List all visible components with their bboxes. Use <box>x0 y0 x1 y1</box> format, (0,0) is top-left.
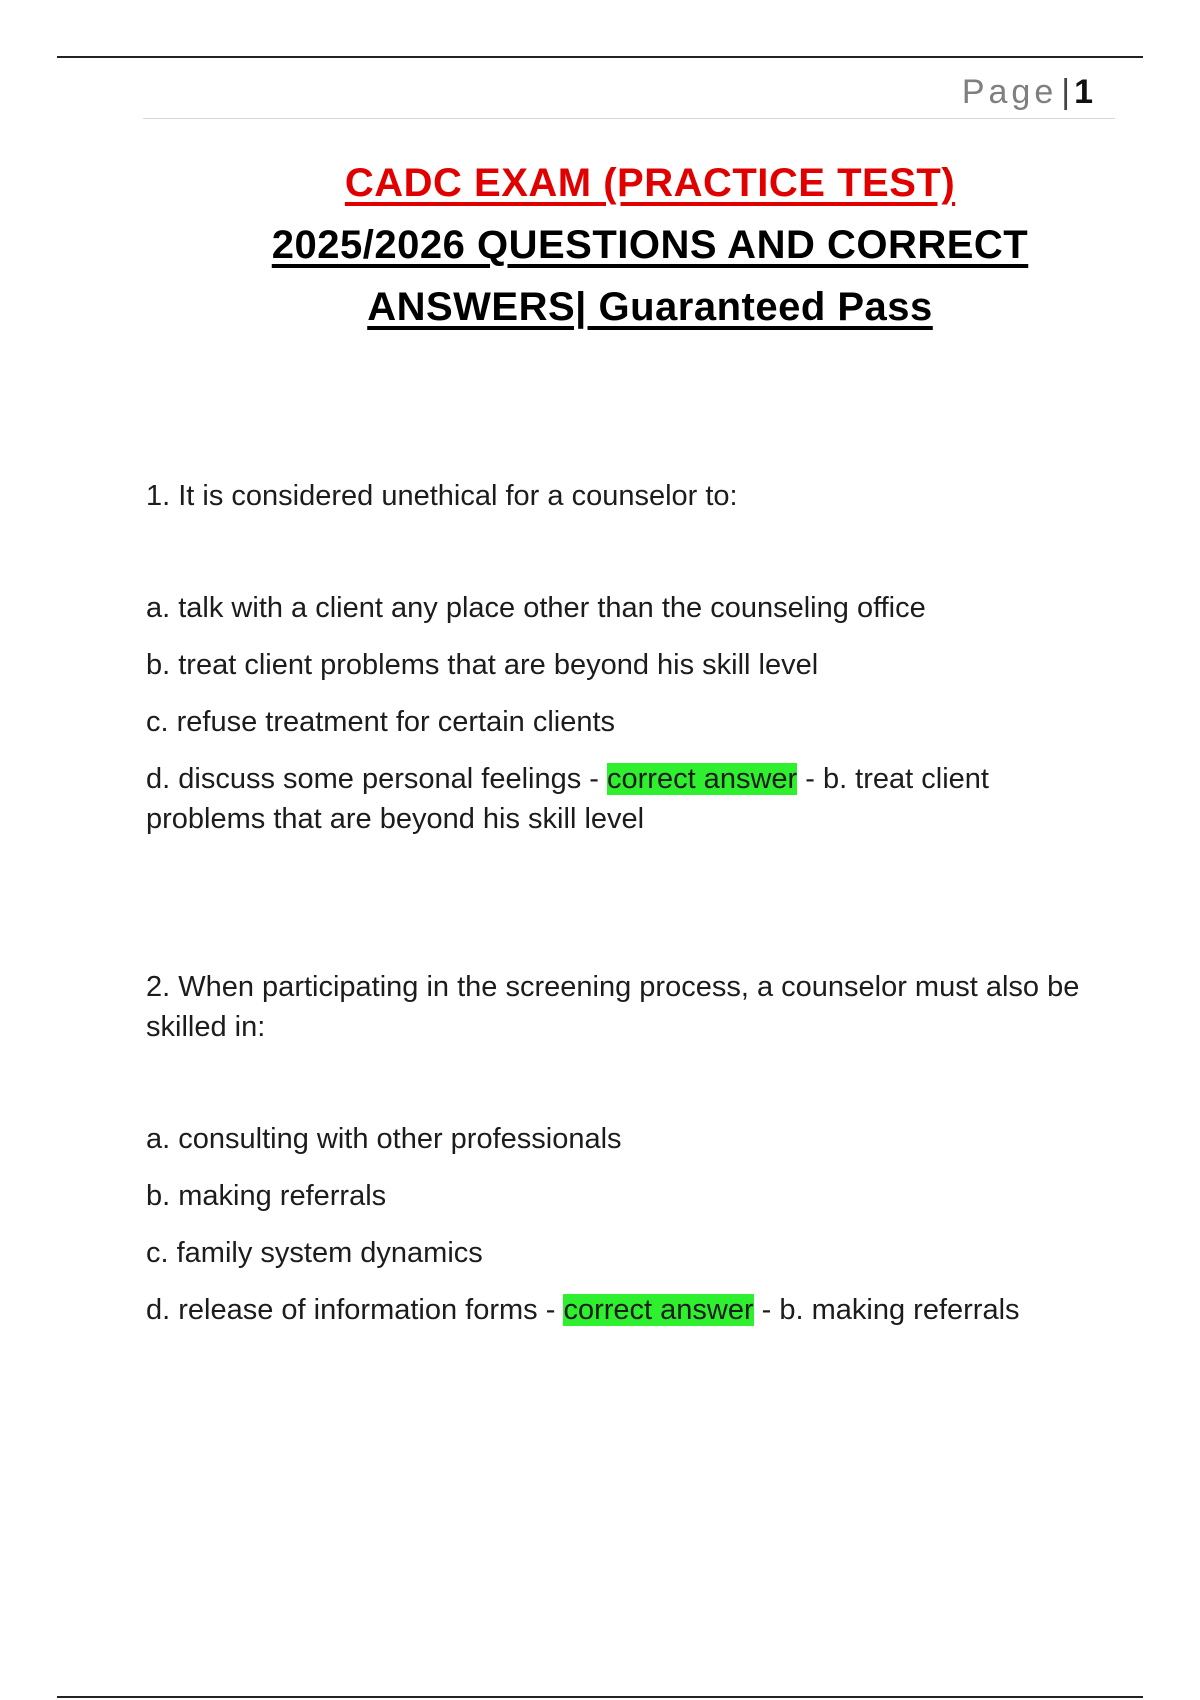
correct-answer-text: - b. making referrals <box>753 1294 1020 1326</box>
questions-content <box>146 476 1096 1347</box>
top-rule <box>57 56 1143 58</box>
document-title <box>100 152 1200 338</box>
option-d <box>146 759 1096 839</box>
option-a: a. talk with a client any place other than the counseling office <box>146 592 926 624</box>
title-line-1: CADC EXAM (PRACTICE TEST) <box>344 161 956 205</box>
option-c: c. family system dynamics <box>146 1237 483 1269</box>
page-number: 1 <box>1074 73 1093 111</box>
page-separator: | <box>1061 73 1071 111</box>
page-header <box>143 70 1115 119</box>
option-b: b. making referrals <box>146 1180 387 1212</box>
option-a: a. consulting with other professionals <box>146 1123 622 1155</box>
title-line-3: ANSWERS| Guaranteed Pass <box>367 285 933 329</box>
option-b: b. treat client problems that are beyond his skill level <box>146 649 819 681</box>
question-text: 1. It is considered unethical for a counselor to: <box>146 480 738 512</box>
page-word: Page <box>961 73 1058 111</box>
question-text: 2. When participating in the screening process, a counselor must also be skilled in: <box>146 971 1080 1043</box>
correct-answer-highlight: correct answer <box>563 1294 754 1326</box>
option-d-text: d. release of information forms - <box>146 1294 564 1326</box>
option-d-text: d. discuss some personal feelings - <box>146 763 607 795</box>
options-list <box>146 588 1096 839</box>
option-d <box>146 1290 1096 1330</box>
bottom-rule <box>57 1696 1143 1698</box>
correct-answer-text: - b. treat client problems that are beyond his skill level <box>146 763 989 835</box>
question-block-1 <box>146 476 1096 839</box>
title-line-2: 2025/2026 QUESTIONS AND CORRECT <box>271 223 1029 267</box>
option-c: c. refuse treatment for certain clients <box>146 706 616 738</box>
options-list <box>146 1119 1096 1330</box>
correct-answer-highlight: correct answer <box>607 763 798 795</box>
question-block-2 <box>146 967 1096 1330</box>
